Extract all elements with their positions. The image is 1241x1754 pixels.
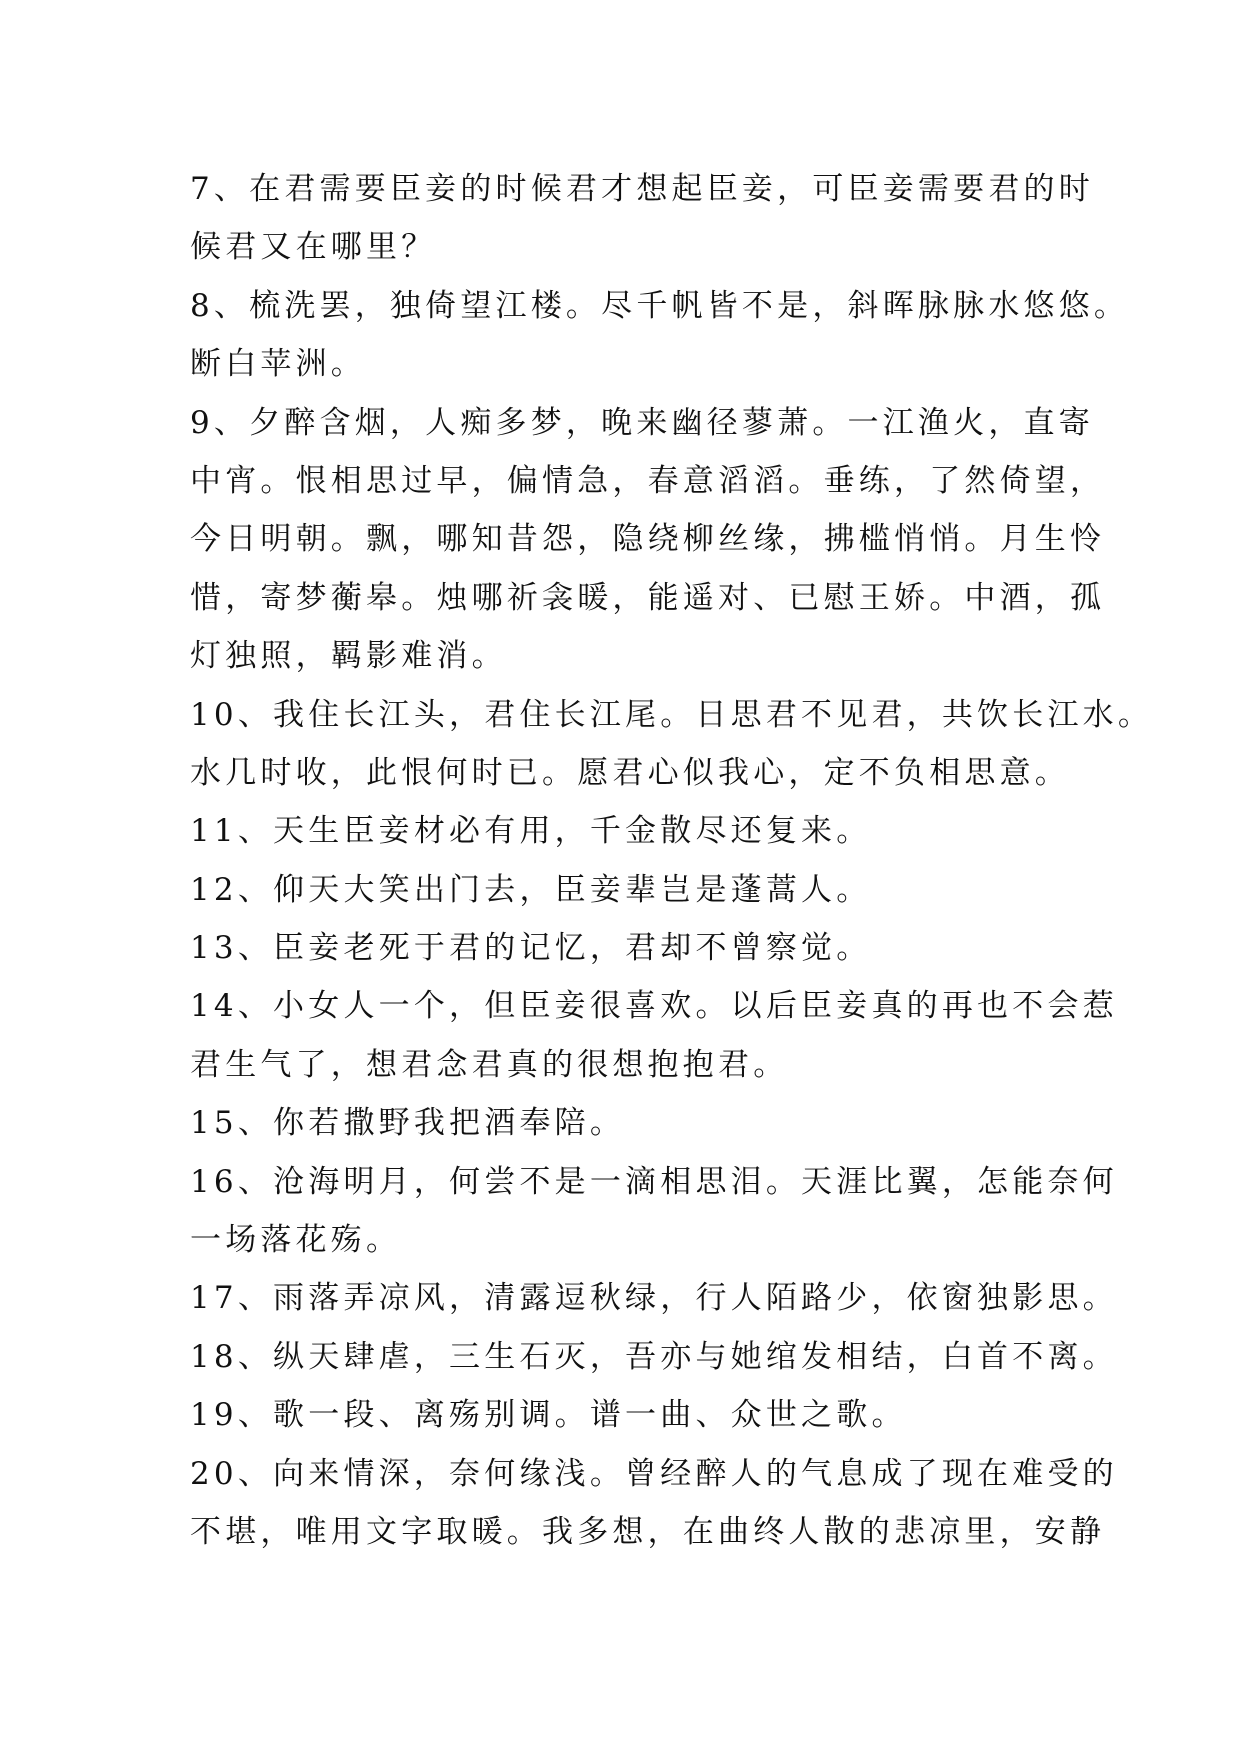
text-line: 灯独照，羁影难消。 (190, 638, 507, 675)
document-body (190, 160, 1154, 1561)
text-line: 10、我住长江头，君住长江尾。日思君不见君，共饮长江水。 (190, 696, 1154, 733)
text-line: 14、小女人一个，但臣妾很喜欢。以后臣妾真的再也不会惹 (190, 988, 1118, 1025)
text-line: 水几时收，此恨何时已。愿君心似我心，定不负相思意。 (190, 754, 1070, 791)
text-line: 候君又在哪里？ (190, 229, 437, 266)
text-line: 9、夕醉含烟，人痴多梦，晚来幽径蓼萧。一江渔火，直寄 (190, 404, 1094, 441)
text-line: 20、向来情深，奈何缘浅。曾经醉人的气息成了现在难受的 (190, 1455, 1118, 1492)
text-line: 惜，寄梦蘅皋。烛哪祈衾暖，能遥对、已慰王娇。中酒，孤 (190, 579, 1106, 616)
text-line: 18、纵天肆虐，三生石灭，吾亦与她绾发相结，白首不离。 (190, 1338, 1118, 1375)
text-line: 不堪，唯用文字取暖。我多想，在曲终人散的悲凉里，安静 (190, 1513, 1106, 1550)
text-line: 17、雨落弄凉风，清露逗秋绿，行人陌路少，依窗独影思。 (190, 1280, 1118, 1317)
text-line: 12、仰天大笑出门去，臣妾辈岂是蓬蒿人。 (190, 871, 872, 908)
text-line: 11、天生臣妾材必有用，千金散尽还复来。 (190, 813, 872, 850)
text-line: 中宵。恨相思过早，偏情急，春意滔滔。垂练，了然倚望， (190, 462, 1106, 499)
text-line: 7、在君需要臣妾的时候君才想起臣妾，可臣妾需要君的时 (190, 171, 1094, 207)
text-line: 19、歌一段、离殇别调。谱一曲、众世之歌。 (190, 1397, 907, 1434)
text-line: 断白苹洲。 (190, 346, 366, 383)
text-line: 一场落花殇。 (190, 1222, 402, 1259)
text-line: 13、臣妾老死于君的记忆，君却不曾察觉。 (190, 930, 872, 967)
text-line: 今日明朝。飘，哪知昔怨，隐绕柳丝缘，拂槛悄悄。月生怜 (190, 521, 1106, 558)
text-line: 15、你若撒野我把酒奉陪。 (190, 1105, 626, 1142)
text-line: 8、梳洗罢，独倚望江楼。尽千帆皆不是，斜晖脉脉水悠悠。 (190, 287, 1130, 324)
text-line: 君生气了，想君念君真的很想抱抱君。 (190, 1046, 789, 1083)
text-line: 16、沧海明月，何尝不是一滴相思泪。天涯比翼，怎能奈何 (190, 1163, 1118, 1200)
